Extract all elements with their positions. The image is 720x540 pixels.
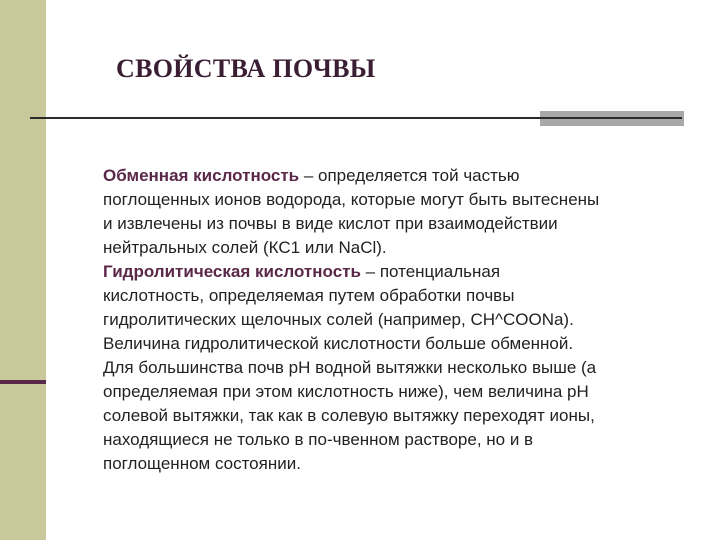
body-line — [103, 260, 703, 284]
body-line: и извлечены из почвы в виде кислот при взаимодействии — [103, 214, 558, 233]
term-exchange-acidity: Обменная кислотность — [103, 166, 300, 185]
body-line: поглощенном состоянии. — [103, 454, 301, 473]
body-line: Величина гидролитической кислотности больше обменной. — [103, 334, 574, 353]
body-line: находящиеся не только в по-чвенном растворе, но и в — [103, 430, 534, 449]
title-underline — [30, 117, 682, 119]
slide-body — [103, 164, 703, 476]
definition-text: – определяется той частью — [299, 166, 520, 185]
left-band-accent-stripe — [0, 380, 46, 384]
body-line: поглощенных ионов водорода, которые могут быть вытеснены — [103, 190, 600, 209]
body-line: Для большинства почв рН водной вытяжки несколько выше (а — [103, 358, 597, 377]
body-line — [103, 164, 703, 188]
body-line: определяемая при этом кислотность ниже), чем величина рН — [103, 382, 589, 401]
body-line: нейтральных солей (КС1 или NaCl). — [103, 238, 387, 257]
definition-text: – потенциальная — [360, 262, 501, 281]
body-line: гидролитических щелочных солей (например, CH^COONa). — [103, 310, 574, 329]
body-line: солевой вытяжки, так как в солевую вытяжку переходят ионы, — [103, 406, 595, 425]
body-line: кислотность, определяемая путем обработки почвы — [103, 286, 515, 305]
left-decorative-band — [0, 0, 46, 540]
term-hydrolytic-acidity: Гидролитическая кислотность — [103, 262, 361, 281]
slide-title: СВОЙСТВА ПОЧВЫ — [116, 54, 376, 83]
